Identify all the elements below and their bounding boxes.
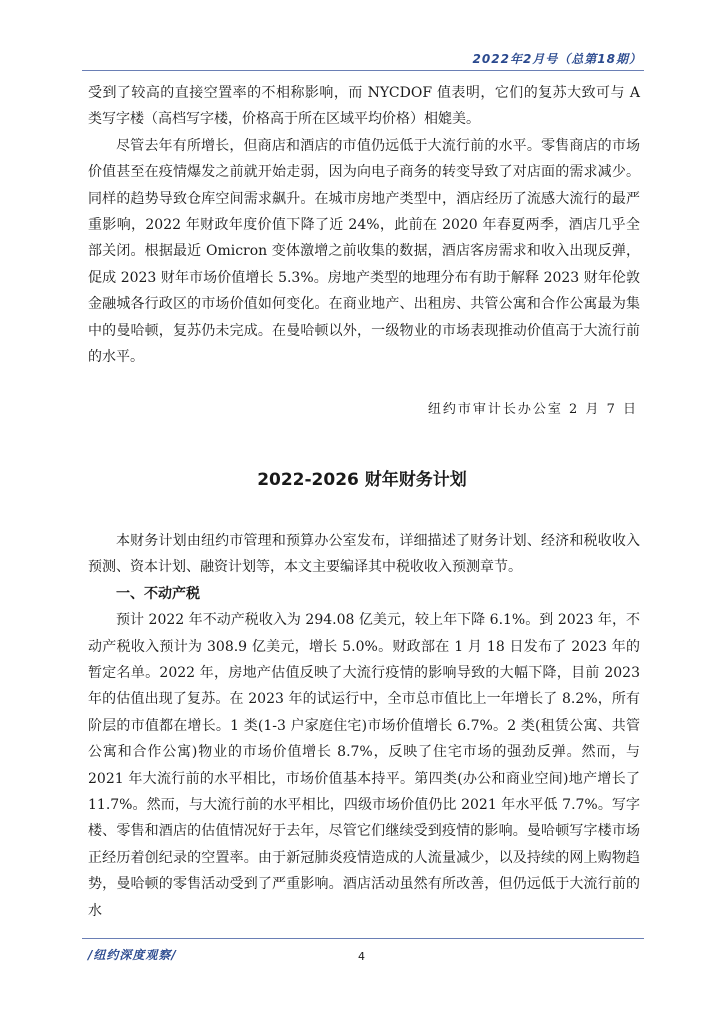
issue-header: 2022年2月号（总第18期） (472, 52, 642, 66)
header-divider (82, 70, 644, 71)
section-body: 预计 2022 年不动产税收入为 294.08 亿美元，较上年下降 6.1%。到 2023 年，不动产税收入预计为 308.9 亿美元，增长 5.0%。财政部在 1 月 18 日发布了 2023 年的暂定名单。2022 年，房地产估值反映了大流行疫情的影响导致的大幅下降，目前 2023 年的估值出现了复苏。在 2023 年的试运行中，全市总市值比上一年增长了 8.2%，所有阶层的市值都在增长。1 类(1-3 户家庭住宅)市场价值增长 6.7%。2 类(租赁公寓、共管公寓和合作公寓)物业的市场价值增长 8.7%，反映了住宅市场的强劲反弹。然而，与 2021 年大流行前的水平相比，市场价值基本持平。第四类(办公和商业空间)地产增长了 11.7%。然而，与大流行前的水平相比，四级市场价值仍比 2021 年水平低 7.7%。写字楼、零售和酒店的估值情况好于去年，尽管它们继续受到疫情的影响。曼哈顿写字楼市场正经历着创纪录的空置率。由于新冠肺炎疫情造成的人流量减少，以及持续的网上购物趋势，曼哈顿的零售活动受到了严重影响。酒店活动虽然有所改善，但仍远低于大流行前的水 (88, 612, 640, 919)
section-heading: 一、不动产税 (116, 585, 200, 602)
article-intro: 本财务计划由纽约市管理和预算办公室发布，详细描述了财务计划、经济和税收收入预测、资本计划、融资计划等，本文主要编译其中税收收入预测章节。 (88, 533, 640, 576)
signature: 纽约市审计长办公室 2 月 7 日 (427, 402, 638, 417)
intro-paragraph: 尽管去年有所增长，但商店和酒店的市值仍远低于大流行前的水平。零售商店的市场价值甚至在疫情爆发之前就开始走弱，因为向电子商务的转变导致了对店面的需求减少。同样的趋势导致仓库空间需求飙升。在城市房地产类型中，酒店经历了流感大流行的最严重影响，2022 年财政年度价值下降了近 24%，此前在 2020 年春夏两季，酒店几乎全部关闭。根据最近 Omicron 变体激增之前收集的数据，酒店客房需求和收入出现反弹，促成 2023 财年市场价值增长 5.3%。房地产类型的地理分布有助于解释 2023 财年伦敦金融城各行政区的市场价值如何变化。在商业地产、出租房、共管公寓和合作公寓最为集中的曼哈顿，复苏仍未完成。在曼哈顿以外，一级物业的市场表现推动价值高于大流行前的水平。 (88, 137, 640, 366)
page-number: 4 (358, 950, 365, 963)
intro-section (88, 80, 640, 370)
publication-name: /纽约深度观察/ (88, 948, 177, 962)
article-title: 2022-2026 财年财务计划 (257, 470, 467, 490)
article-section (88, 528, 640, 924)
footer-divider (82, 938, 644, 939)
intro-continuation: 受到了较高的直接空置率的不相称影响，而 NYCDOF 值表明，它们的复苏大致可与 A 类写字楼（高档写字楼，价格高于所在区域平均价格）相媲美。 (88, 85, 640, 128)
